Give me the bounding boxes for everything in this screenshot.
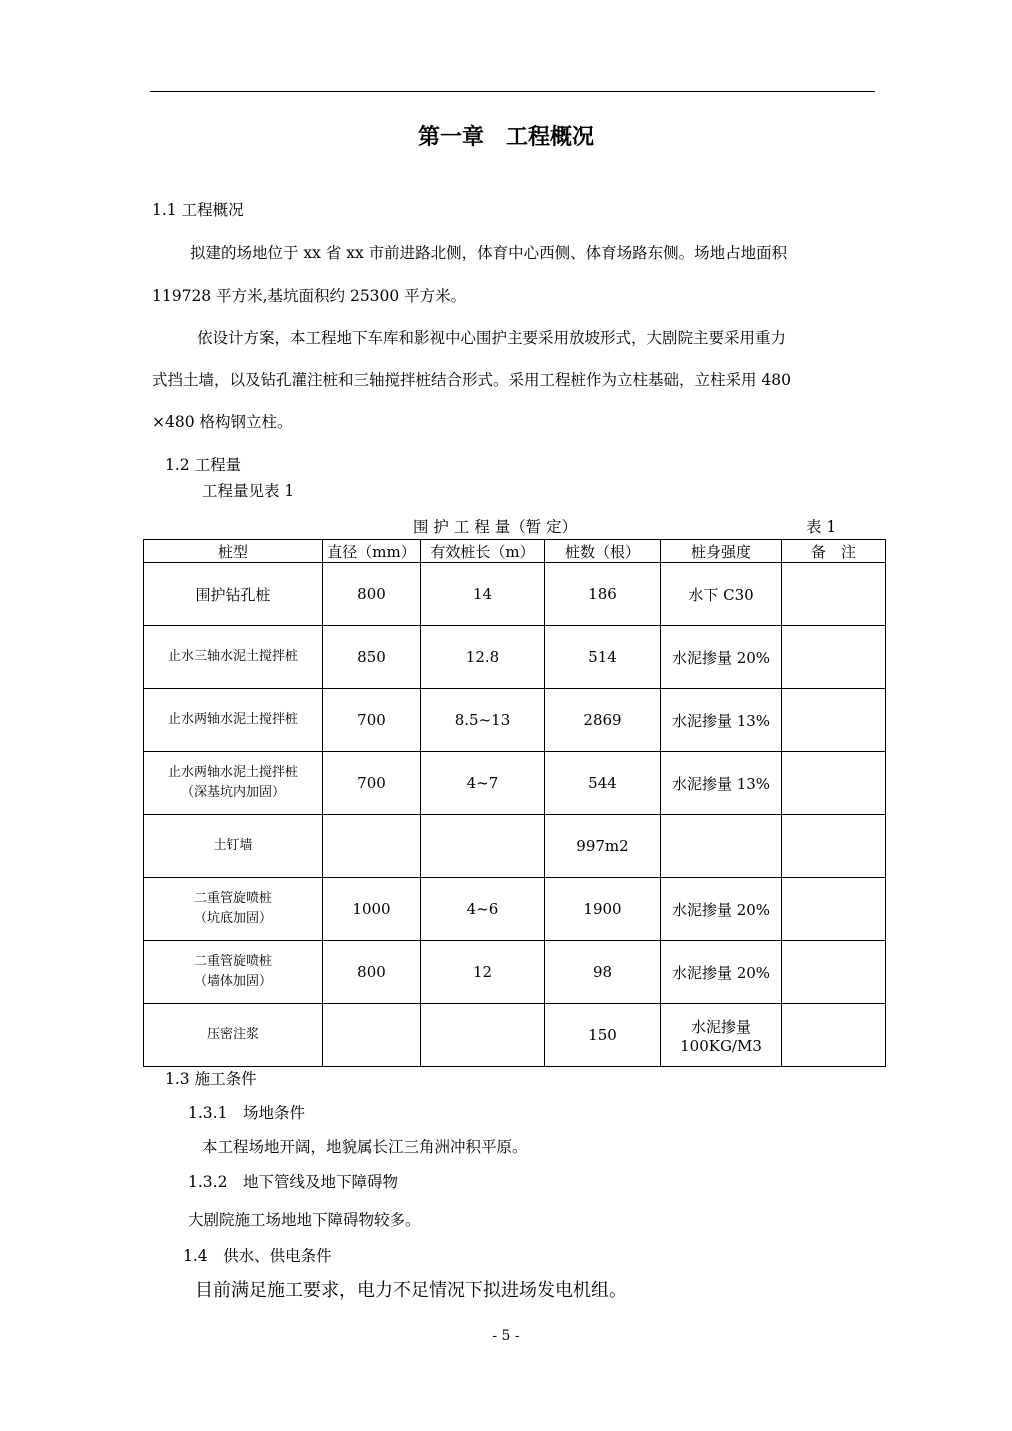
cell-count: 2869 <box>545 689 661 752</box>
cell-length: 8.5~13 <box>421 689 545 752</box>
quantity-table <box>143 539 886 1067</box>
section-1-1-heading: 1.1 工程概况 <box>152 201 244 219</box>
cell-pile-type: 压密注浆 <box>144 1004 323 1067</box>
cell-strength <box>661 1004 782 1067</box>
cell-remark <box>782 941 886 1004</box>
cell-remark <box>782 563 886 626</box>
cell-remark <box>782 752 886 815</box>
section-1-1-para1-line2: 119728 平方米,基坑面积约 25300 平方米。 <box>152 287 467 305</box>
cell-count: 150 <box>545 1004 661 1067</box>
cell-pile-type: 止水两轴水泥土搅拌桩 <box>144 689 323 752</box>
cell-length: 4~6 <box>421 878 545 941</box>
cell-strength: 水泥掺量 13% <box>661 689 782 752</box>
cell-remark <box>782 1004 886 1067</box>
cell-strength: 水下 C30 <box>661 563 782 626</box>
strength-subtext: 100KG/M3 <box>680 1036 762 1055</box>
cell-strength: 水泥掺量 20% <box>661 626 782 689</box>
strength-text: 水泥掺量 <box>690 1017 751 1036</box>
cell-remark <box>782 815 886 878</box>
header-count: 桩数（根） <box>545 540 661 563</box>
section-1-3-1-heading: 1.3.1 场地条件 <box>188 1104 305 1122</box>
cell-pile-type <box>144 878 323 941</box>
table-row <box>144 941 886 1004</box>
cell-length: 14 <box>421 563 545 626</box>
section-1-3-2-text: 大剧院施工场地地下障碍物较多。 <box>188 1211 421 1229</box>
header-length: 有效桩长（m） <box>421 540 545 563</box>
pile-type-text: 二重管旋喷桩 <box>193 954 272 969</box>
pile-type-text: 围护钻孔桩 <box>195 585 271 604</box>
section-1-2-heading: 1.2 工程量 <box>165 456 242 474</box>
pile-type-subtext: （墙体加固） <box>193 974 272 989</box>
pile-type-subtext: （深基坑内加固） <box>180 785 285 800</box>
cell-pile-type <box>144 941 323 1004</box>
cell-count: 997m2 <box>545 815 661 878</box>
cell-count: 1900 <box>545 878 661 941</box>
cell-pile-type: 土钉墙 <box>144 815 323 878</box>
section-1-4-heading: 1.4 供水、供电条件 <box>183 1247 332 1265</box>
cell-remark <box>782 878 886 941</box>
table-caption: 围 护 工 程 量（暂 定） <box>413 518 578 536</box>
section-1-3-1-text: 本工程场地开阔，地貌属长江三角洲冲积平原。 <box>202 1138 528 1156</box>
section-1-1-para2-line2: 式挡土墙，以及钻孔灌注桩和三轴搅拌桩结合形式。采用工程桩作为立柱基础，立柱采用 480 <box>152 371 792 389</box>
cell-pile-type <box>144 563 323 626</box>
chapter-title: 第一章 工程概况 <box>417 125 594 150</box>
cell-pile-type <box>144 752 323 815</box>
section-1-3-heading: 1.3 施工条件 <box>165 1070 257 1088</box>
table-label: 表 1 <box>806 518 837 536</box>
cell-remark <box>782 689 886 752</box>
cell-length: 12.8 <box>421 626 545 689</box>
header-pile-type: 桩型 <box>144 540 323 563</box>
cell-diameter: 1000 <box>323 878 421 941</box>
section-1-1-para2-line3: ×480 格构钢立柱。 <box>152 413 293 431</box>
section-1-3-2-heading: 1.3.2 地下管线及地下障碍物 <box>188 1173 398 1191</box>
section-1-4-text: 目前满足施工要求，电力不足情况下拟进场发电机组。 <box>195 1280 627 1301</box>
cell-strength: 水泥掺量 20% <box>661 878 782 941</box>
header-strength: 桩身强度 <box>661 540 782 563</box>
cell-diameter <box>323 1004 421 1067</box>
cell-count: 186 <box>545 563 661 626</box>
cell-length <box>421 1004 545 1067</box>
cell-diameter: 700 <box>323 752 421 815</box>
section-1-1-para1-line1: 拟建的场地位于 xx 省 xx 市前进路北侧，体育中心西侧、体育场路东侧。场地占地面积 <box>190 244 788 262</box>
cell-diameter <box>323 815 421 878</box>
table-row <box>144 815 886 878</box>
cell-length: 4~7 <box>421 752 545 815</box>
pile-type-subtext: （坑底加固） <box>193 911 272 926</box>
cell-count: 98 <box>545 941 661 1004</box>
cell-remark <box>782 626 886 689</box>
table-row <box>144 1004 886 1067</box>
header-remark: 备 注 <box>782 540 886 563</box>
pile-type-text: 止水两轴水泥土搅拌桩 <box>167 765 298 780</box>
header-rule <box>150 91 875 92</box>
table-row <box>144 752 886 815</box>
cell-pile-type: 止水三轴水泥土搅拌桩 <box>144 626 323 689</box>
table-row <box>144 878 886 941</box>
cell-diameter: 850 <box>323 626 421 689</box>
cell-diameter: 700 <box>323 689 421 752</box>
page-number: - 5 - <box>492 1328 520 1344</box>
cell-diameter: 800 <box>323 941 421 1004</box>
header-diameter: 直径（mm） <box>323 540 421 563</box>
cell-strength: 水泥掺量 13% <box>661 752 782 815</box>
section-1-2-note: 工程量见表 1 <box>202 482 295 500</box>
cell-strength: 水泥掺量 20% <box>661 941 782 1004</box>
table-header-row <box>144 540 886 563</box>
cell-length: 12 <box>421 941 545 1004</box>
table-row <box>144 626 886 689</box>
cell-strength <box>661 815 782 878</box>
cell-count: 544 <box>545 752 661 815</box>
cell-length <box>421 815 545 878</box>
cell-count: 514 <box>545 626 661 689</box>
cell-diameter: 800 <box>323 563 421 626</box>
table-row <box>144 689 886 752</box>
pile-type-text: 二重管旋喷桩 <box>193 891 272 906</box>
table-row <box>144 563 886 626</box>
section-1-1-para2-line1: 依设计方案，本工程地下车库和影视中心围护主要采用放坡形式，大剧院主要采用重力 <box>197 329 787 347</box>
